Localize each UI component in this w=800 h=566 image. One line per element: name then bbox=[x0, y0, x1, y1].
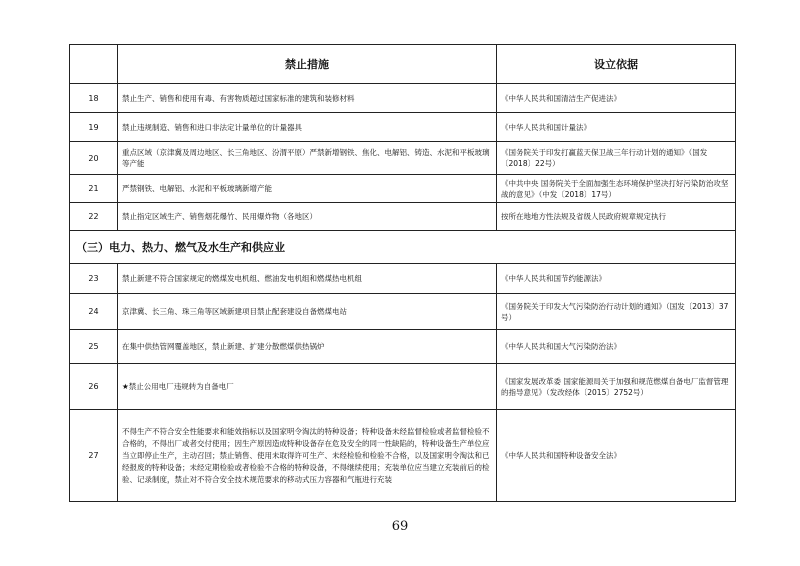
row-measure: 禁止生产、销售和使用有毒、有害物质超过国家标准的建筑和装修材料 bbox=[118, 84, 497, 113]
row-measure: 禁止新建不符合国家规定的燃煤发电机组、燃油发电机组和燃煤热电机组 bbox=[118, 264, 497, 294]
table-row bbox=[70, 175, 736, 203]
table-row bbox=[70, 294, 736, 330]
row-measure: 不得生产不符合安全性能要求和能效指标以及国家明令淘汰的特种设备；特种设备未经监督检验或者监督检验不合格的，不得出厂或者交付使用；因生产原因造成特种设备存在危及安全的同一性缺陷的，特种设备生产单位应当立即停止生产，主动召回；禁止销售、使用未取得许可生产、未经检验和检验不合格，以及国家明令淘汰和已经报废的特种设备；未经定期检验或者检验不合格的特种设备，不得继续使用；充装单位应当建立充装前后的检验、记录制度，禁止对不符合安全技术规范要求的移动式压力容器和气瓶进行充装 bbox=[118, 410, 497, 502]
header-num bbox=[70, 45, 118, 84]
row-measure: 重点区域（京津冀及周边地区、长三角地区、汾渭平原）严禁新增钢铁、焦化、电解铝、铸造、水泥和平板玻璃等产能 bbox=[118, 142, 497, 175]
header-measure: 禁止措施 bbox=[118, 45, 497, 84]
prohibition-table bbox=[69, 44, 736, 502]
row-basis: 《中共中央 国务院关于全面加强生态环境保护坚决打好污染防治攻坚战的意见》（中发〔2018〕17号） bbox=[497, 175, 736, 203]
table-row bbox=[70, 142, 736, 175]
row-basis: 《中华人民共和国节约能源法》 bbox=[497, 264, 736, 294]
row-basis: 《国务院关于印发打赢蓝天保卫战三年行动计划的通知》（国发〔2018〕22号） bbox=[497, 142, 736, 175]
section-row bbox=[70, 231, 736, 264]
table-row bbox=[70, 410, 736, 502]
table-header-row bbox=[70, 45, 736, 84]
table-row bbox=[70, 264, 736, 294]
section-title: （三）电力、热力、燃气及水生产和供应业 bbox=[70, 231, 736, 264]
row-measure: 严禁钢铁、电解铝、水泥和平板玻璃新增产能 bbox=[118, 175, 497, 203]
row-number: 18 bbox=[70, 84, 118, 113]
page-number: 69 bbox=[391, 519, 409, 534]
row-basis: 《中华人民共和国计量法》 bbox=[497, 113, 736, 142]
row-basis: 《中华人民共和国特种设备安全法》 bbox=[497, 410, 736, 502]
table-row bbox=[70, 203, 736, 231]
row-number: 24 bbox=[70, 294, 118, 330]
table-row bbox=[70, 84, 736, 113]
row-basis: 《国家发展改革委 国家能源局关于加强和规范燃煤自备电厂监督管理的指导意见》（发改经体〔2015〕2752号） bbox=[497, 364, 736, 410]
row-number: 19 bbox=[70, 113, 118, 142]
row-number: 20 bbox=[70, 142, 118, 175]
row-measure: 京津冀、长三角、珠三角等区域新建项目禁止配套建设自备燃煤电站 bbox=[118, 294, 497, 330]
header-basis: 设立依据 bbox=[497, 45, 736, 84]
row-basis: 《中华人民共和国清洁生产促进法》 bbox=[497, 84, 736, 113]
row-number: 26 bbox=[70, 364, 118, 410]
row-number: 27 bbox=[70, 410, 118, 502]
row-measure: 禁止指定区域生产、销售烟花爆竹、民用爆炸物（各地区） bbox=[118, 203, 497, 231]
row-basis: 《中华人民共和国大气污染防治法》 bbox=[497, 330, 736, 364]
row-number: 25 bbox=[70, 330, 118, 364]
row-number: 22 bbox=[70, 203, 118, 231]
row-measure: ★禁止公用电厂违规转为自备电厂 bbox=[118, 364, 497, 410]
table-row bbox=[70, 113, 736, 142]
row-measure: 禁止违规制造、销售和进口非法定计量单位的计量器具 bbox=[118, 113, 497, 142]
row-measure: 在集中供热管网覆盖地区，禁止新建、扩建分散燃煤供热锅炉 bbox=[118, 330, 497, 364]
row-basis: 《国务院关于印发大气污染防治行动计划的通知》（国发〔2013〕37号） bbox=[497, 294, 736, 330]
row-number: 21 bbox=[70, 175, 118, 203]
row-number: 23 bbox=[70, 264, 118, 294]
row-basis: 按所在地地方性法规及省级人民政府规章规定执行 bbox=[497, 203, 736, 231]
table-row bbox=[70, 364, 736, 410]
table-row bbox=[70, 330, 736, 364]
